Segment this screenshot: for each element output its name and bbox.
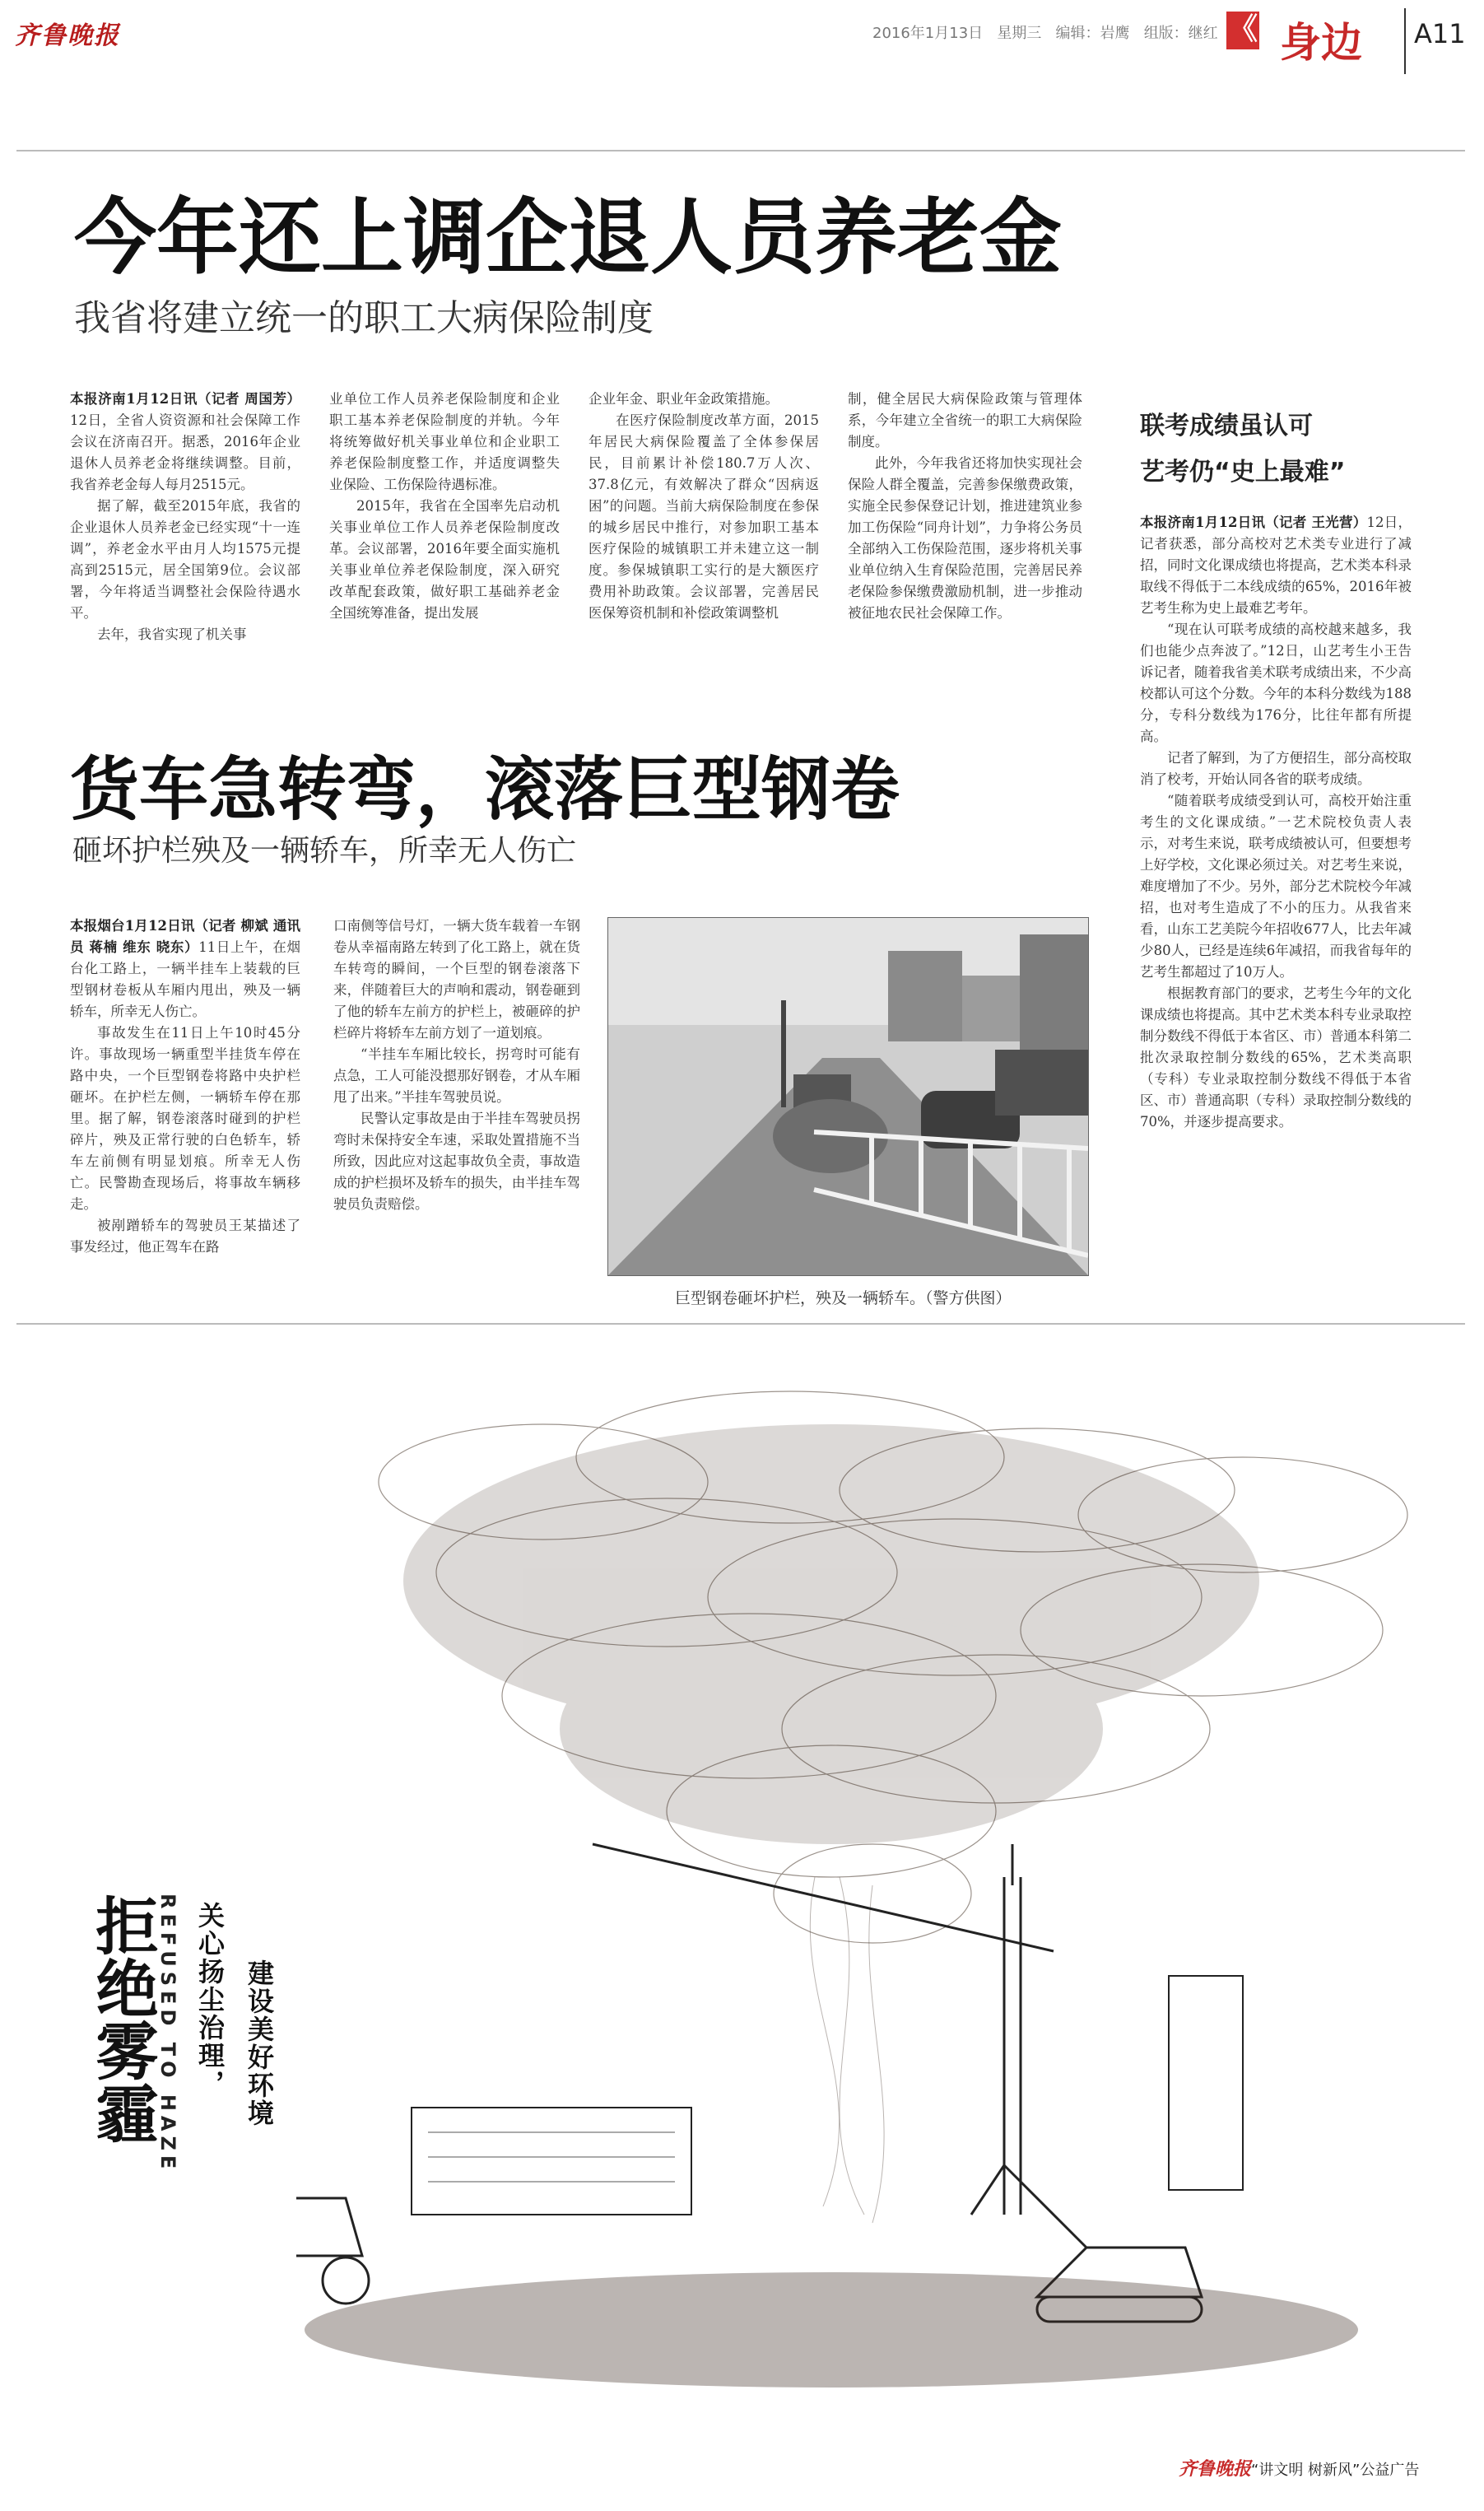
article1-subtitle: 我省将建立统一的职工大病保险制度 [74, 297, 654, 339]
article2-column-2 [333, 915, 580, 1215]
haze-illustration [296, 1383, 1449, 2429]
paragraph: 事故发生在11日上午10时45分许。事故现场一辆重型半挂货车停在路中央，一个巨型钢卷将路中央护栏砸坏。在护栏左侧，一辆轿车停在那里。据了解，钢卷滚落时碰到的护栏碎片，殃及正常行驶的白色轿车，轿车左前侧有明显划痕。所幸无人伤亡。民警勘查现场后，将事故车辆移走。 [70, 1025, 300, 1212]
paragraph: 制，健全居民大病保险政策与管理体系，今年建立全省统一的职工大病保险制度。 [848, 391, 1082, 450]
article1-column-1: 本报济南1月12日讯（记者 周国芳）12日，全省人资资源和社会保障工作会议在济南召开。据悉，2016年企业退休人员养老金将继续调整。目前，我省养老金每人每月2515元。 据了解，截至2015年底，我省的企业退休人员养老金已经实现“十一连调”，养老金水平由月人均1575元提高到2515元，居全国第9位。会议部署，今年将适当调整社会保险待遇水平。 去年，我省实现了机关事 [70, 389, 300, 645]
issue-date: 2016年1月13日 [872, 25, 984, 42]
issue-weekday: 星期三 [997, 25, 1042, 42]
ad-slogan-1: 关心扬尘治理， [194, 1902, 226, 2098]
paragraph: 企业年金、职业年金政策措施。 [588, 391, 779, 407]
article1-title: 今年还上调企退人员养老金 [74, 189, 1062, 286]
section-rule [16, 1323, 1465, 1325]
side-dateline: 本报济南1月12日讯（记者 王光营） [1140, 515, 1367, 530]
article2-dateline: 本报烟台1月12日讯（记者 柳斌 通讯员 蒋楠 维东 晓东） [70, 918, 300, 955]
ad-title-english: REFUSED TO HAZE [156, 1894, 179, 2174]
paragraph: 2015年，我省在全国率先启动机关事业单位工作人员养老保险制度改革。会议部署，2016年要全面实施机关事业单位养老保险制度，深入研究改革配套政策，做好职工基础养老金全国统筹准备，提出发展 [329, 498, 560, 621]
paragraph: “半挂车车厢比较长，拐弯时可能有点急，工人可能没摁那好钢卷，才从车厢甩了出来。”半挂车驾驶员说。 [333, 1046, 580, 1105]
accident-photo-illustration [608, 918, 1088, 1275]
section-mark-icon: 《 [1226, 12, 1259, 49]
ad-slogan-2: 建设美好环境 [244, 1959, 275, 2127]
paragraph: 根据教育部门的要求，艺考生今年的文化课成绩也将提高。其中艺术类本科专业录取控制分数线不得低于本省区、市）普通本科第二批次录取控制分数线的65%，艺术类高职（专科）专业录取控制分数线不得低于本省区、市）普通高职（专科）录取控制分数线的70%，并逐步提高要求。 [1140, 985, 1412, 1130]
paragraph: 据了解，截至2015年底，我省的企业退休人员养老金已经实现“十一连调”，养老金水平由月人均1575元提高到2515元，居全国第9位。会议部署，今年将适当调整社会保险待遇水平。 [70, 498, 300, 621]
paragraph: 被剐蹭轿车的驾驶员王某描述了事发经过，他正驾车在路 [70, 1218, 300, 1255]
ad-title: 拒绝雾霾 [86, 1894, 159, 2144]
header-rule [16, 150, 1465, 151]
paragraph: 民警认定事故是由于半挂车驾驶员拐弯时未保持安全车速，采取处置措施不当所致，因此应对这起事故负全责，事故造成的护栏损坏及轿车的损失，由半挂车驾驶员负责赔偿。 [333, 1111, 580, 1212]
article1-column-4 [848, 389, 1082, 624]
paragraph: 在医疗保险制度改革方面，2015年居民大病保险覆盖了全体参保居民，目前累计补偿180.7万人次、37.8亿元，有效解决了群众“因病返困”的问题。当前大病保险制度在参保的城乡居民中推行，对参加职工基本医疗保险的城镇职工并未建立这一制度。参保城镇职工实行的是大额医疗费用补助政策。会议部署，完善居民医保筹资机制和补偿政策调整机 [588, 412, 819, 621]
ad-footer: “讲文明 树新风”公益广告 [1251, 2462, 1420, 2479]
photo-caption: 巨型钢卷砸坏护栏，殃及一辆轿车。（警方供图） [675, 1289, 1012, 1307]
issue-meta [872, 21, 1218, 43]
issue-layout: 组版：继红 [1143, 25, 1218, 42]
article1-column-3 [588, 389, 819, 624]
article1-column-2 [329, 389, 560, 624]
article2-title: 货车急转弯，滚落巨型钢卷 [70, 749, 900, 830]
article2-column-1: 本报烟台1月12日讯（记者 柳斌 通讯员 蒋楠 维东 晓东）11日上午，在烟台化工路上，一辆半挂车上装载的巨型钢材卷板从车厢内甩出，殃及一辆轿车，所幸无人伤亡。 事故发生在11日上午10时45分许。事故现场一辆重型半挂货车停在路中央，一个巨型钢卷将路中央护栏砸坏。在护栏左侧，一辆轿车停在那里。据了解，钢卷滚落时碰到的护栏碎片，殃及正常行驶的白色轿车，轿车左前侧有明显划痕。所幸无人伤亡。民警勘查现场后，将事故车辆移走。 被剐蹭轿车的驾驶员王某描述了事发经过，他正驾车在路 [70, 915, 300, 1258]
paragraph: 此外，今年我省还将加快实现社会保险人群全覆盖，完善参保缴费政策，实施全民参保登记计划，推进建筑业参加工伤保险“同舟计划”，力争将公务员全部纳入工伤保险范围，逐步将机关事业单位纳入生育保险范围，完善居民养老保险参保缴费激励机制，进一步推动被征地农民社会保障工作。 [848, 455, 1082, 621]
header-divider [1404, 8, 1406, 74]
newspaper-logo: 齐鲁晚报 [15, 21, 120, 50]
page-number: A11 [1414, 18, 1466, 49]
paragraph: “随着联考成绩受到认可，高校开始注重考生的文化课成绩。”一艺术院校负责人表示，对考生来说，联考成绩被认可，但要想考上好学校，文化课必须过关。对艺考生来说，难度增加了不少。另外，部分艺术院校今年减招，也对考生造成了不小的压力。从我省来看，山东工艺美院今年招收677人，比去年减少80人，已经是连续6年减招，而我省每年的艺考生都超过了10万人。 [1140, 793, 1412, 980]
side-title-line2: 艺考仍“史上最难” [1140, 458, 1346, 487]
side-title-line1: 联考成绩虽认可 [1140, 412, 1313, 440]
issue-editor: 编辑：岩鹰 [1055, 25, 1130, 42]
section-title: 身边 [1280, 19, 1362, 67]
paragraph: 业单位工作人员养老保险制度和企业职工基本养老保险制度的并轨。今年将统筹做好机关事业单位和企业职工养老保险制度整工作，并适度调整失业保险、工伤保险待遇标准。 [329, 391, 560, 492]
side-article-body: 本报济南1月12日讯（记者 王光营）12日，记者获悉，部分高校对艺术类专业进行了减招，同时文化课成绩也将提高，艺术类本科录取线不得低于二本线成绩的65%，2016年被艺考生称为史上最难艺考年。 “现在认可联考成绩的高校越来越多，我们也能少点奔波了。”12日，山艺考生小王告诉记者，随着我省美术联考成绩出来，不少高校都认可这个分数。今年的本科分数线为188分，专科分数线为176分，比往年都有所提高。 记者了解到，为了方便招生，部分高校取消了校考，开始认同各省的联考成绩。 “随着联考成绩受到认可，高校开始注重考生的文化课成绩。”一艺术院校负责人表示，对考生来说，联考成绩被认可，但要想考上好学校，文化课必须过关。对艺考生来说，难度增加了不少。另外，部分艺术院校今年减招，也对考生造成了不小的压力。从我省来看，山东工艺美院今年招收677人，比去年减少80人，已经是连续6年减招，而我省每年的艺考生都超过了10万人。 根据教育部门的要求，艺考生今年的文化课成绩也将提高。其中艺术类本科专业录取控制分数线不得低于本省区、市）普通本科第二批次录取控制分数线的65%，艺术类高职（专科）专业录取控制分数线不得低于本省区、市）普通高职（专科）录取控制分数线的70%，并逐步提高要求。 [1140, 512, 1412, 1133]
paragraph: 去年，我省实现了机关事 [97, 627, 247, 642]
article2-subtitle: 砸坏护栏殃及一辆轿车，所幸无人伤亡 [72, 834, 577, 868]
paragraph: “现在认可联考成绩的高校越来越多，我们也能少点奔波了。”12日，山艺考生小王告诉记者，随着我省美术联考成绩出来，不少高校都认可这个分数。今年的本科分数线为188分，专科分数线为176分，比往年都有所提高。 [1140, 622, 1412, 744]
article1-dateline: 本报济南1月12日讯（记者 周国芳） [70, 391, 300, 407]
ad-logo: 齐鲁晚报 [1179, 2458, 1252, 2480]
paragraph: 口南侧等信号灯，一辆大货车载着一车钢卷从幸福南路左转到了化工路上，就在货车转弯的瞬间，一个巨型的钢卷滚落下来，伴随着巨大的声响和震动，钢卷砸到了他的轿车左前方的护栏上，被砸碎的护栏碎片将轿车左前方划了一道划痕。 [333, 918, 580, 1041]
paragraph: 记者了解到，为了方便招生，部分高校取消了校考，开始认同各省的联考成绩。 [1140, 750, 1412, 787]
accident-photo [607, 917, 1089, 1276]
